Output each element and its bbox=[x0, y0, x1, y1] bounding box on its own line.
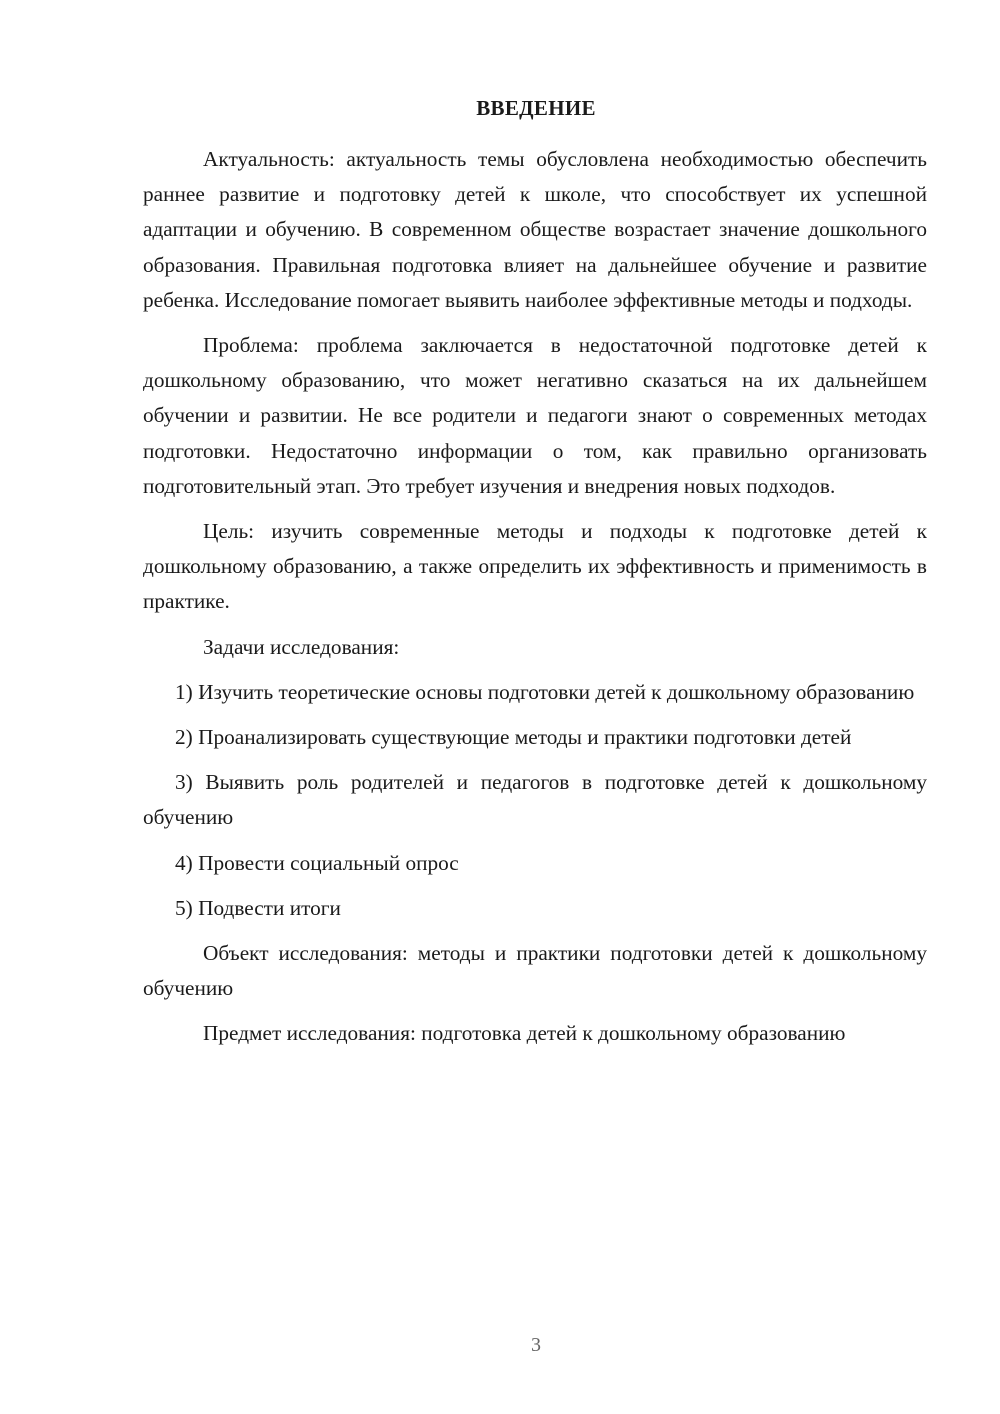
task-item-2: 2) Проанализировать существующие методы и практики подготовки детей bbox=[175, 725, 852, 750]
page-number: 3 bbox=[531, 1334, 541, 1356]
paragraph-problem: Проблема: проблема заключается в недостаточной подготовке детей к дошкольному образованию, что может негативно сказаться на их дальнейшем обучении и развитии. Не все родители и педагоги знают о современных методах подготовки. Недостаточно информации о том, как правильно организовать подготовительный этап. Это требует изучения и внедрения новых подходов. bbox=[143, 333, 927, 498]
task-item-5: 5) Подвести итоги bbox=[175, 895, 341, 920]
document-body bbox=[143, 142, 927, 1062]
task-item-1: 1) Изучить теоретические основы подготовки детей к дошкольному образованию bbox=[175, 679, 915, 704]
paragraph-goal: Цель: изучить современные методы и подходы к подготовке детей к дошкольному образованию, а также определить их эффективность и применимость в практике. bbox=[143, 519, 927, 614]
paragraph-relevance: Актуальность: актуальность темы обусловлена необходимостью обеспечить раннее развитие и подготовку детей к школе, что способствует их успешной адаптации и обучению. В современном обществе возрастает значение дошкольного образования. Правильная подготовка влияет на дальнейшее обучение и развитие ребенка. Исследование помогает выявить наиболее эффективные методы и подходы. bbox=[143, 147, 927, 312]
task-item-3: 3) Выявить роль родителей и педагогов в подготовке детей к дошкольному обучению bbox=[143, 770, 927, 830]
page-title: ВВЕДЕНИЕ bbox=[476, 96, 596, 120]
task-item-4: 4) Провести социальный опрос bbox=[175, 850, 459, 875]
paragraph-object: Объект исследования: методы и практики подготовки детей к дошкольному обучению bbox=[143, 941, 927, 1001]
paragraph-subject: Предмет исследования: подготовка детей к дошкольному образованию bbox=[203, 1021, 846, 1046]
paragraph-tasks-title: Задачи исследования: bbox=[203, 634, 400, 659]
